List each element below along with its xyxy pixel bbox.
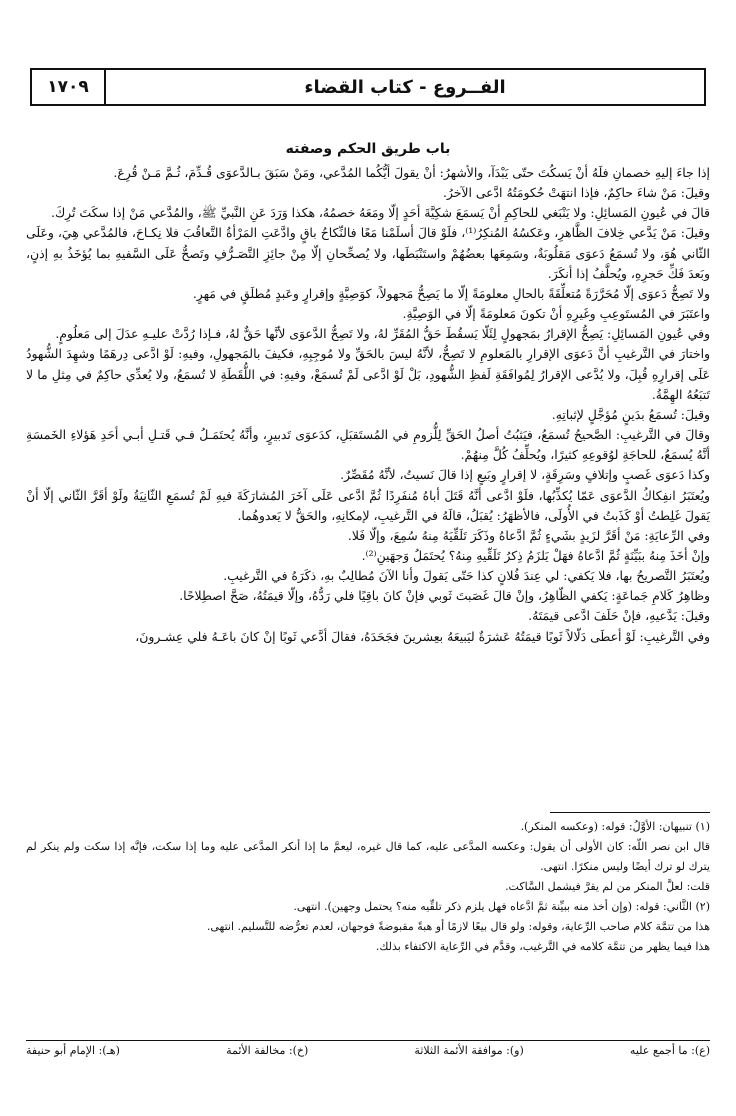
paragraph: ويُعتَبَرُ التَّصريحُ بها، فلا يَكفي: لي عِندَ فُلانٍ كذا حَتّى يَقولَ وأنا الآنَ مُطالِبٌ بهِ، ذكَرَهُ في التَّرغيبِ. xyxy=(223,568,710,584)
symbol-legend xyxy=(26,1044,710,1057)
legend-item: (ع): ما أجمع عليه xyxy=(629,1044,710,1057)
paragraph: وظاهِرُ كَلامِ جَماعَةٍ: يَكفي الظّاهِرُ، وإنْ قالَ غَصَبتَ ثَوبي فإنْ كانَ باقِيًا فلي رَدُّهُ، وإلّا قيمَتُهُ، صَحَّ اصطِلاحًا. xyxy=(179,588,710,604)
footnote-line: قلت: لعلَّ المنكر من لم يقرَّ فيشمل السَّاكت. xyxy=(505,880,710,893)
legend-item: (و): موافقة الأئمة الثلاثة xyxy=(414,1044,524,1057)
paragraph: وقيلَ: تُسمَعُ بدَينٍ مُؤجَّلٍ لإثباتِهِ. xyxy=(551,406,710,422)
legend-item: (خ): مخالفة الأئمة xyxy=(226,1044,309,1057)
paragraph: وفي عُيونِ المَسائِلِ: يَصِحُّ الإقرارُ بمَجهولٍ لِئَلّا يَسقُطَ حَقُّ المُقَرِّ لهُ، ولا تَصِحُّ الدَّعوَى لأنَّها حَقٌّ لهُ، فـإذا رُدَّتْ عليـهِ عدَلَ إلى مَعلُومٍ. xyxy=(55,326,710,342)
paragraph: واختارَ في التَّرغيبِ أنَّ دَعوَى الإقرارِ بالمَعلومِ لا تَصِحُّ، لأنَّهُ ليسَ بالحَقِّ ولا مُوجِبِهِ، فكيفَ بالمَجهولِ، وفيهِ: لَوْ ادَّعى دِرهَمًا وشهِدَ الشُّهودُ عَلَى إقرارِهِ قُبِلَ، ولا يُدَّعى الإقرارُ لِمُوافَقَةِ لَفظِ الشُّهودِ، بَلْ لَوْ ادَّعى لَمْ تُسمَعْ، وفيهِ: في اللُّقَطَةِ لا تُسمَعُ، ولا يُعدِّي حاكِمٌ في مِثلِ ما لا تَتبَعُهُ الهِمَّةُ. xyxy=(26,346,710,402)
paragraph: واعتَبَرَ في المُستَوعِبِ وغَيرِهِ أنْ تكونَ مَعلومَةً إلّا في الوَصِيَّةِ. xyxy=(402,306,710,322)
paragraph: وفي الرِّعايَةِ: مَنْ أقَرَّ لزَيدٍ بشَيءٍ ثُمَّ ادَّعاهُ وذَكَرَ تَلَقِّيَهُ مِنهُ سُمِعَ، وإلّا فَلا. xyxy=(347,527,710,543)
paragraph: وفي التَّرغيبِ: لَوْ أعطَى دَلّالاً ثَوبًا قيمَتُهُ عَشرَةٌ ليَبيعَهُ بعِشرينَ فجَحَدَهُ، فقالَ أدَّعي ثَوبًا إنْ كانَ باعَـهُ فلي عِشـرونَ، xyxy=(135,628,710,644)
paragraph: وإنْ أخَذَ مِنهُ ببَيِّنَةٍ ثُمَّ ادَّعاهُ فهَلْ يَلزَمُ ذِكرُ تَلَقِّيهِ مِنهُ؟ يُحتَمَلُ وَجهَينِ⁽²⁾. xyxy=(361,547,710,563)
paragraph: وقالَ في التَّرغيبِ: الصَّحيحُ تُسمَعُ، فيَثبُتُ أصلُ الحَقِّ لِلُّزومِ في المُستَقبَلِ، كدَعوَى تَدبيرٍ، وأنَّهُ يُحتَمَـلُ فـي قَتـلِ أبـي أحَدِ هَؤلاءِ الخَمسَةِ أنَّهُ يُسمَعُ، للحاجَةِ لوُقوعِهِ كثيرًا، ويُحلِّفُ كُلَّ مِنهُمْ. xyxy=(26,427,710,463)
paragraph: وقيلَ: يَدَّعيهِ، فإنْ حَلَفَ ادَّعى قيمَتَهُ. xyxy=(528,608,710,624)
footnote-line: هذا فيما يظهر من تتمَّة كلامه في التَّرغيب، وقدَّم في الرِّعاية الاكتفاء بذلك. xyxy=(375,940,710,953)
footnote-line: (١) تنبيهان: الأوَّلُ: قوله: (وعكسه المنكر). xyxy=(520,820,710,833)
page-number: ١٧٠٩ xyxy=(32,70,106,104)
paragraph: ولا تَصِحُّ دَعوَى إلّا مُحَرَّرَةً مُتعلِّقَةً بالحالِ معلومَةً إلّا ما يَصِحُّ مَجهولاً، كوَصِيَّةٍ وإقرارٍ وعَبدٍ مُطلَقٍ في مَهرٍ. xyxy=(192,285,710,301)
legend-item: (هـ): الإمام أبو حنيفة xyxy=(26,1044,120,1057)
footnote-line: (٢) الثَّاني: قوله: (وإن أخذ منه ببيِّنة ثمَّ ادَّعاه فهل يلزم ذكر تلقِّيه منه؟ يحتمل وجهين). انتهى. xyxy=(293,900,710,913)
footnote-line: هذا من تتمَّة كلام صاحب الرِّعاية، وقوله: ولو قال بيعًا لازمًا أو هبةً مقبوضةً فوجهان، لعدم تعرُّضه للتَّسليم. انتهى. xyxy=(206,920,710,933)
paragraph: وكذا دَعوَى غَصبٍ وإتلافٍ وسَرِقَةٍ، لا إقرارٍ وبَيعٍ إذا قالَ نَسيتُ، لأنَّهُ مُقَصِّرٌ. xyxy=(340,467,710,483)
main-text xyxy=(26,163,710,647)
paragraph: إذا جاءَ إليهِ خصمانِ فلَهُ أنْ يَسكُتَ حتّى يَبْدَآ، والأشهرُ: أنْ يقولَ أيُّكُما المُدَّعي، ومَنْ سَبَقَ بـالدَّعوَى قُـدِّمَ، ثُـمَّ مَـنْ قُرِعَ. xyxy=(113,165,710,180)
paragraph: قالَ في عُيونِ المَسائِلِ: ولا يَنْبَغي للحاكِمِ أنْ يَسمَعَ شكِيَّةَ أحَدٍ إلّا ومَعَهُ خصمُهُ، هكذا وَرَدَ عَنِ النَّبيِّ ﷺ، والمُدَّعي مَنْ إذا سكَتَ تُرِكَ. xyxy=(51,205,710,221)
paragraph: وقيلَ: مَنْ يَدَّعي خِلافَ الظَّاهرِ، وعَكسُهُ المُنكِرُ⁽¹⁾، فلَوْ قالَ أسلَمْنا مَعًا فالنِّكاحُ باقٍ وادَّعَتِ المَرْأةُ التَّعاقُبَ فلا نِكـاحَ، فالمُدَّعي هِيَ، وعَلَى الثّاني هُوَ، ولا تُسمَعُ دَعوَى مَقلُوبَةٌ، وسَمِعَها بعضُهُمْ واستَنْبَطَها، ولا يُصحِّحانِ إلّا مِنْ جائِزِ التَّصَـرُّفِ وتَصحُّ عَلَى السَّفيهِ بما يُؤخَذُ بهِ إذنٍ، وبَعدَ فَكِّ حَجرِهِ، ويُحلَّفُ إذا أنكَرَ. xyxy=(26,225,710,281)
section-title: باب طريق الحكم وصفته xyxy=(285,141,451,157)
footnote-line: قال ابن نصر اللّه: كان الأولى أن يقول: وعكسه المدَّعى عليه، كما قال غيره، ليعمَّ ما إذا أنكر المدَّعى عليه وما إذا سكت، فإنَّه إذا سكت ولم ينكر لم يترك لو ترك أيضًا وليس منكرًا. انتهى. xyxy=(26,840,710,873)
paragraph: ويُعتَبَرُ انفِكاكُ الدَّعوَى عَمّا يُكذِّبُها، فلَوْ ادَّعى أنَّهُ قَتَلَ أباهُ مُنفَرِدًا ثُمَّ ادَّعى عَلَى آخَرَ المُشارَكَةَ فيهِ لَمْ تُسمَعِ الثّانِيَةُ ولَوْ أقَرَّ الثّاني إلّا أنْ يَقولَ غَلِطتُ أوْ كَذَبتُ في الأُولَى، فالأظهَرُ: يُقبَلُ، قالَهُ في التَّرغيبِ، لإمكانِهِ، والحَقُّ لا يَعدوهُما. xyxy=(26,487,710,523)
page-header xyxy=(30,68,706,106)
paragraph: وقيلَ: مَنْ شاءَ حاكِمٌ، فإذا انتهَتْ حُكومَتُهُ ادَّعى الآخرُ. xyxy=(442,185,710,201)
running-title: الفــروع - كتاب القضاء xyxy=(304,76,506,98)
footnote-separator xyxy=(550,812,710,813)
footnotes xyxy=(26,817,710,957)
legend-rule xyxy=(26,1040,710,1041)
